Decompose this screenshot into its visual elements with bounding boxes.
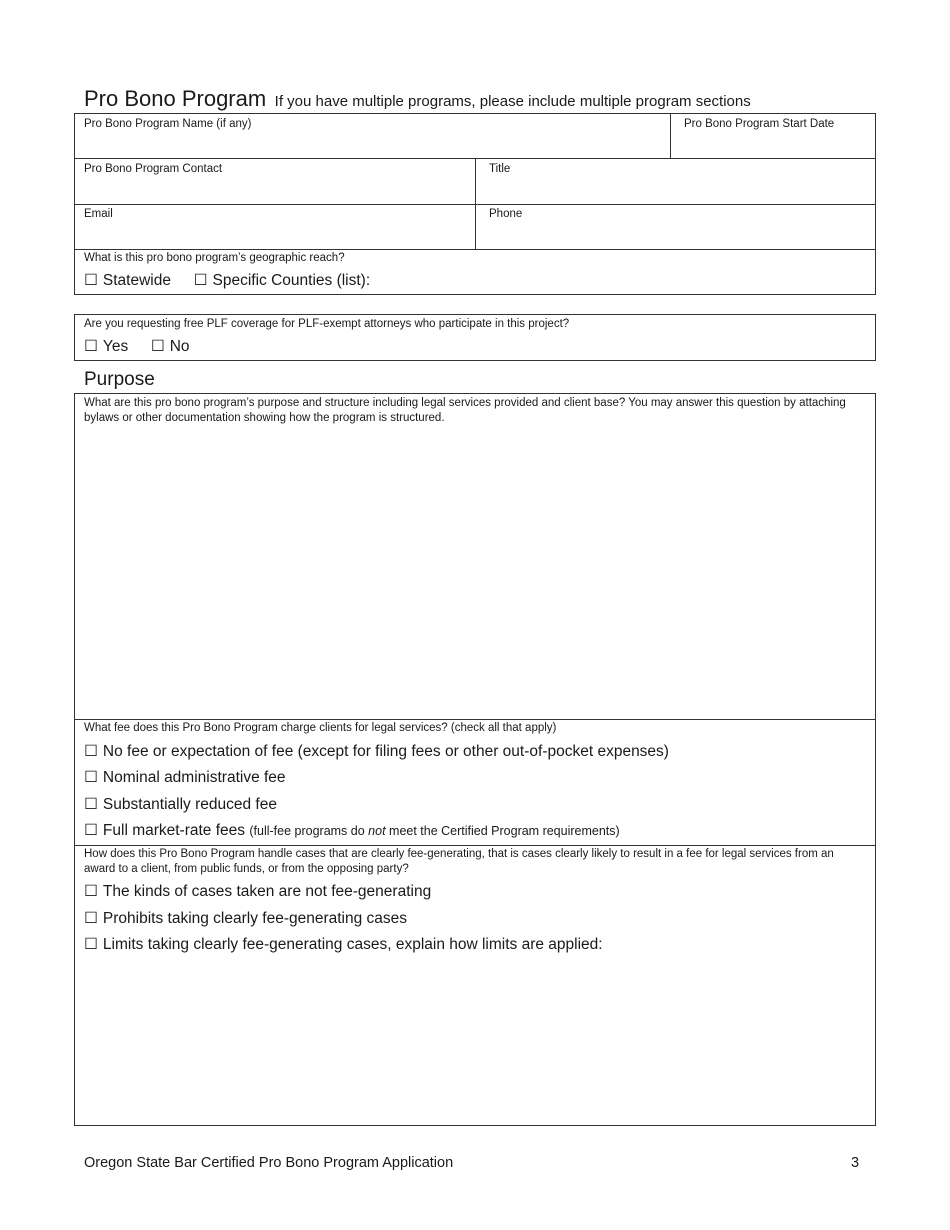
phone-field[interactable] <box>476 205 875 249</box>
fee-generating-question: How does this Pro Bono Program handle cases that are clearly fee-generating, that is cases clearly likely to result in a fee for legal services from an award to a client, from public funds, or from the opposing party? <box>84 848 834 875</box>
reduced-fee-label: Substantially reduced fee <box>102 796 277 813</box>
limits-label: Limits taking clearly fee-generating cases, explain how limits are applied: <box>102 936 603 953</box>
limits-answer-area[interactable] <box>75 958 875 1124</box>
no-fee-label: No fee or expectation of fee (except for filing fees or other out-of-pocket expenses) <box>102 743 669 760</box>
email-label: Email <box>84 208 113 220</box>
full-fee-label: Full market-rate fees <box>102 822 246 839</box>
page-number: 3 <box>851 1155 860 1171</box>
statewide-checkbox[interactable] <box>84 272 171 289</box>
program-name-label: Pro Bono Program Name (if any) <box>84 118 252 130</box>
limits-checkbox[interactable] <box>84 935 603 954</box>
nominal-fee-checkbox[interactable] <box>84 768 286 787</box>
section-subtitle: If you have multiple programs, please include multiple program sections <box>274 93 751 110</box>
footer-title: Oregon State Bar Certified Pro Bono Program Application <box>84 1155 454 1171</box>
specific-counties-checkbox[interactable] <box>194 272 371 289</box>
checkbox-icon: ☐ <box>193 272 208 289</box>
nominal-fee-label: Nominal administrative fee <box>102 769 286 786</box>
checkbox-icon: ☐ <box>84 272 98 289</box>
plf-question: Are you requesting free PLF coverage for PLF-exempt attorneys who participate in this project? <box>84 318 570 330</box>
program-name-field[interactable] <box>75 114 670 158</box>
checkbox-icon: ☐ <box>84 936 98 953</box>
no-label: No <box>169 338 190 355</box>
email-field[interactable] <box>75 205 475 249</box>
divider <box>74 719 876 720</box>
reach-options <box>84 271 370 290</box>
statewide-label: Statewide <box>102 272 171 289</box>
purpose-heading: Purpose <box>84 369 155 390</box>
start-date-field[interactable] <box>671 114 875 158</box>
page-title <box>84 86 751 112</box>
yes-label: Yes <box>102 338 129 355</box>
full-fee-checkbox[interactable] <box>84 821 620 840</box>
title-field[interactable] <box>476 159 875 204</box>
contact-field[interactable] <box>75 159 475 204</box>
prohibits-label: Prohibits taking clearly fee-generating cases <box>102 910 408 927</box>
purpose-question: What are this pro bono program’s purpose and structure including legal services provided and client base? You may answer this question by attaching bylaws or other documentation showing how the program is structured. <box>84 397 846 424</box>
no-checkbox[interactable] <box>151 338 190 355</box>
checkbox-icon: ☐ <box>84 338 98 355</box>
yes-checkbox[interactable] <box>84 338 128 355</box>
reduced-fee-checkbox[interactable] <box>84 795 277 814</box>
prohibits-checkbox[interactable] <box>84 909 407 928</box>
divider <box>74 249 876 250</box>
checkbox-icon: ☐ <box>84 743 98 760</box>
checkbox-icon: ☐ <box>84 769 98 786</box>
not-fee-generating-checkbox[interactable] <box>84 882 431 901</box>
start-date-label: Pro Bono Program Start Date <box>684 118 835 130</box>
plf-options <box>84 337 190 356</box>
title-label: Title <box>489 163 511 175</box>
phone-label: Phone <box>489 208 523 220</box>
fee-question: What fee does this Pro Bono Program charge clients for legal services? (check all that apply) <box>84 722 557 734</box>
checkbox-icon: ☐ <box>84 796 98 813</box>
no-fee-checkbox[interactable] <box>84 742 669 761</box>
checkbox-icon: ☐ <box>84 822 98 839</box>
full-fee-note: (full-fee programs do not meet the Certified Program requirements) <box>249 824 620 838</box>
checkbox-icon: ☐ <box>150 338 165 355</box>
not-fee-generating-label: The kinds of cases taken are not fee-generating <box>102 883 432 900</box>
purpose-answer-area[interactable] <box>75 394 875 719</box>
section-title: Pro Bono Program <box>84 86 267 111</box>
specific-counties-label: Specific Counties (list): <box>212 272 371 289</box>
checkbox-icon: ☐ <box>84 910 98 927</box>
checkbox-icon: ☐ <box>84 883 98 900</box>
reach-question: What is this pro bono program’s geographic reach? <box>84 252 345 264</box>
divider <box>74 845 876 846</box>
contact-label: Pro Bono Program Contact <box>84 163 223 175</box>
